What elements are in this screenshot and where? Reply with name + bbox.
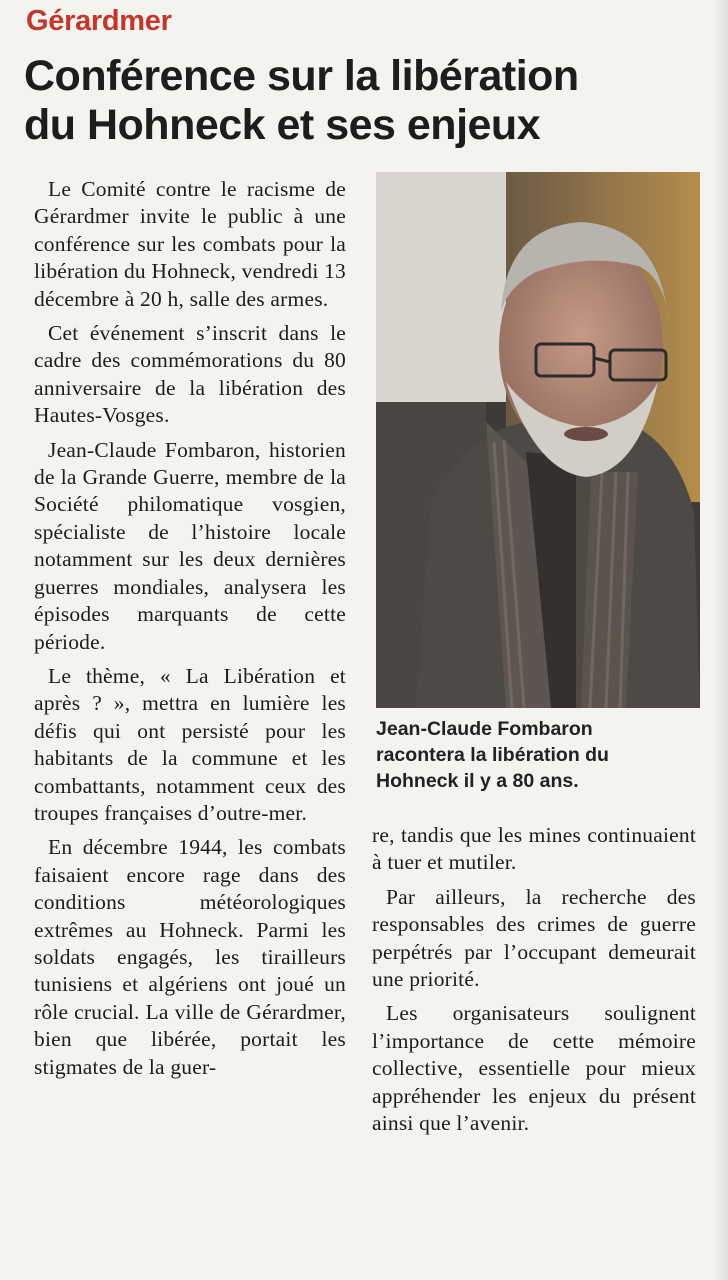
section-label: Gérardmer bbox=[26, 5, 172, 37]
photo-caption bbox=[376, 716, 706, 794]
paragraph: Le thème, « La Libération et après ? », mettra en lumière les défis qui ont persisté pour les habitants de la commune et les combattants, notamment ceux des troupes françaises d’outre-mer. bbox=[34, 663, 346, 825]
article-column-right bbox=[372, 822, 696, 1144]
paragraph: Cet événement s’inscrit dans le cadre des commémorations du 80 anniversaire de la libération des Hautes-Vosges. bbox=[34, 321, 346, 428]
portrait-image bbox=[376, 172, 700, 708]
page-edge bbox=[714, 0, 728, 1280]
caption-line: racontera la libération du bbox=[376, 744, 609, 766]
headline bbox=[24, 52, 714, 150]
paragraph: re, tandis que les mines continuaient à tuer et mutiler. bbox=[372, 823, 696, 875]
caption-line: Hohneck il y a 80 ans. bbox=[376, 770, 579, 792]
paragraph: Les organisateurs soulignent l’importance de cette mémoire collective, essentielle pour mieux appréhender les enjeux du présent ainsi que l’avenir. bbox=[372, 1001, 696, 1136]
paragraph: Jean-Claude Fombaron, historien de la Grande Guerre, membre de la Société philomatique vosgien, spécialiste de l’histoire locale notamment sur les deux dernières guerres mondiales, analysera les épisodes marquants de cette période. bbox=[34, 437, 346, 654]
paragraph: En décembre 1944, les combats faisaient encore rage dans des conditions météorologiques extrêmes au Hohneck. Parmi les soldats engagés, les tirailleurs tunisiens et algériens ont joué un rôle crucial. La ville de Gérardmer, bien que libérée, portait les stigmates de la guer- bbox=[34, 835, 346, 1079]
caption-line: Jean-Claude Fombaron bbox=[376, 718, 593, 740]
paragraph: Par ailleurs, la recherche des responsables des crimes de guerre perpétrés par l’occupant demeurait une priorité. bbox=[372, 884, 696, 992]
headline-line: Conférence sur la libération bbox=[24, 52, 579, 100]
paragraph: Le Comité contre le racisme de Gérardmer invite le public à une conférence sur les combats pour la libération du Hohneck, vendredi 13 décembre à 20 h, salle des armes. bbox=[34, 177, 346, 311]
portrait-photo bbox=[376, 172, 700, 708]
headline-line: du Hohneck et ses enjeux bbox=[24, 101, 541, 149]
article-column-left bbox=[34, 176, 346, 1088]
